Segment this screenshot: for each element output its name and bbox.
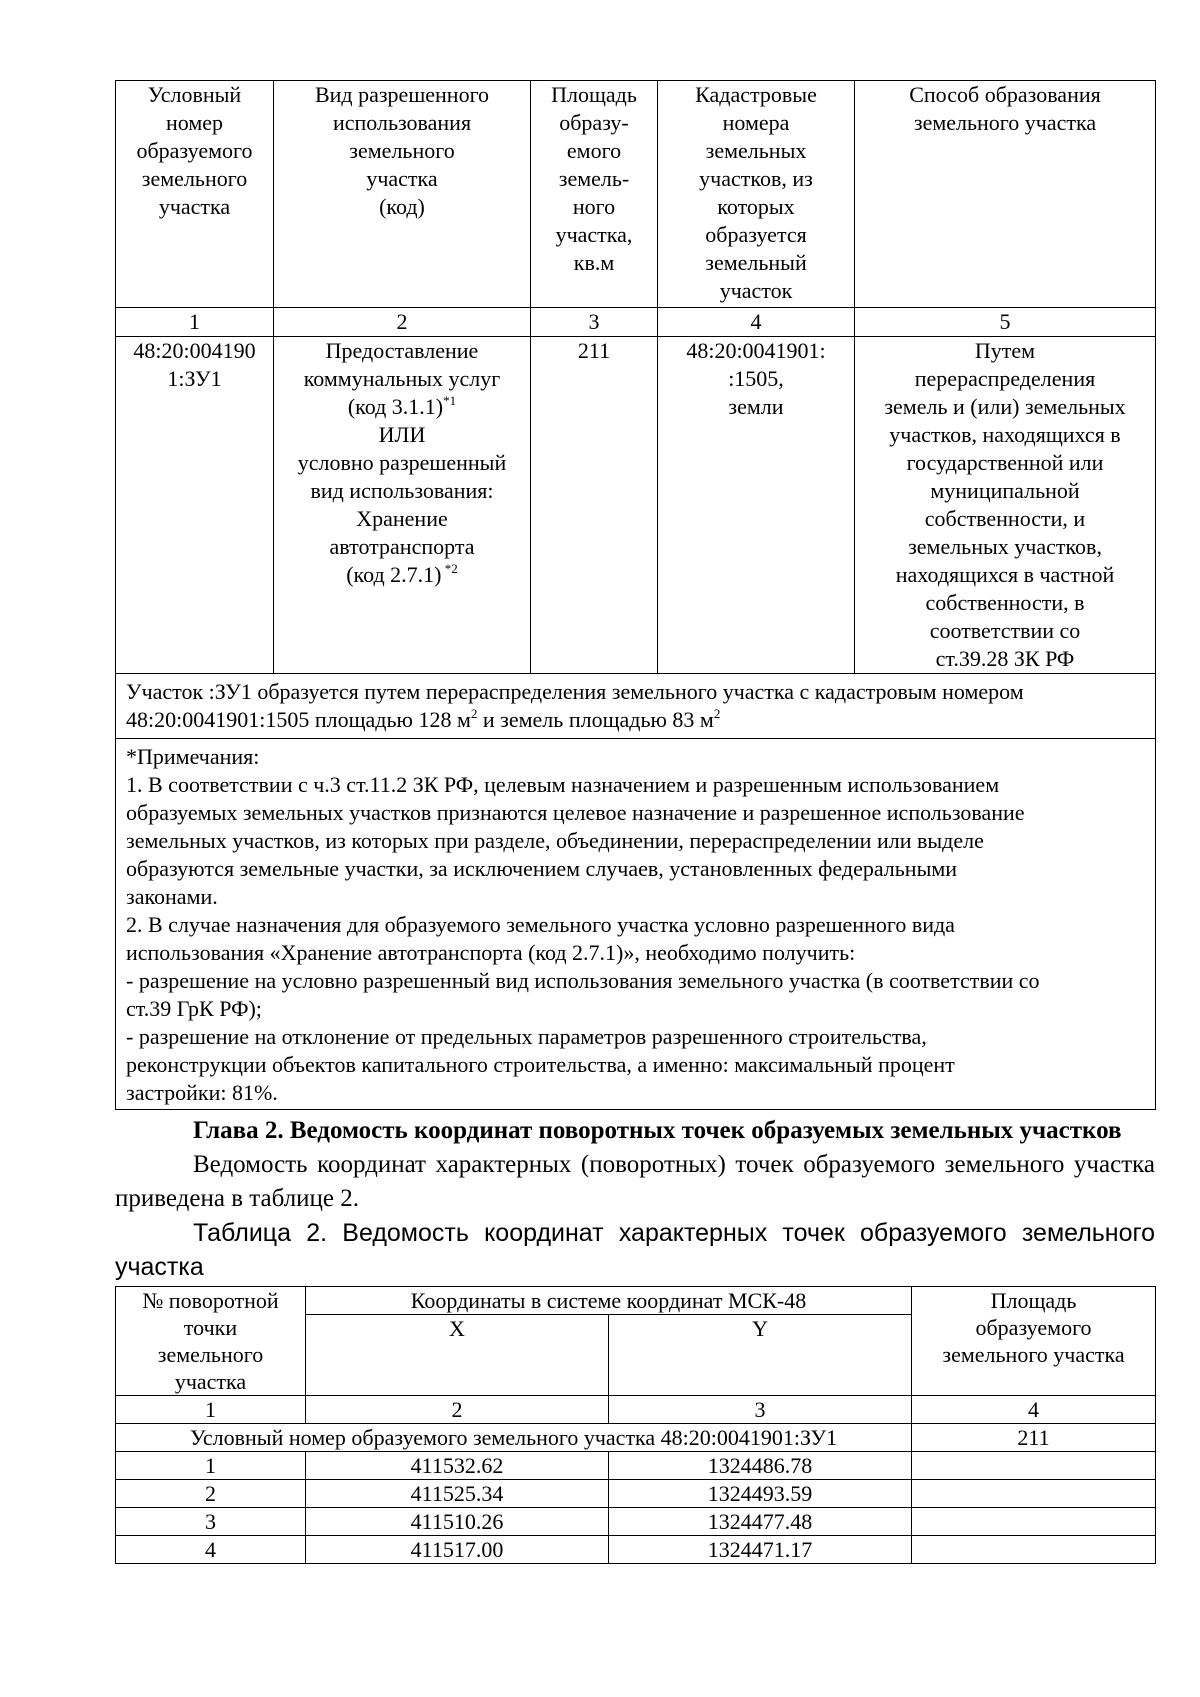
chapter-heading: Глава 2. Ведомость координат поворотных точек образуемых земельных участков: [193, 1117, 1122, 1144]
parcel-data-row: [116, 337, 1156, 674]
column-number: 2: [274, 308, 531, 337]
table-row: [116, 1452, 1156, 1480]
parcel-cadastral-numbers: 48:20:0041901: :1505, земли: [658, 337, 855, 674]
point-number: 1: [116, 1452, 306, 1480]
point-area-empty: [912, 1480, 1156, 1508]
header-coordinate-system: Координаты в системе координат МСК-48: [306, 1287, 912, 1315]
header-permitted-use: Вид разрешенного использования земельного участка (код): [274, 81, 531, 308]
parcel-table-column-numbers: [116, 308, 1156, 337]
document-page: [115, 80, 1155, 1564]
point-x: 411525.34: [306, 1480, 609, 1508]
column-number: 3: [609, 1396, 912, 1424]
header-point-number: № поворотной точки земельного участка: [116, 1287, 306, 1396]
column-number: 1: [116, 1396, 306, 1424]
footnote-ref-2: *2: [441, 561, 458, 576]
column-number: 3: [531, 308, 658, 337]
point-x: 411510.26: [306, 1508, 609, 1536]
header-area: Площадь образу- емого земель- ного участка, кв.м: [531, 81, 658, 308]
parcel-permitted-use: Предоставление коммунальных услуг (код 3.1.1)$^{*1}$ ИЛИ условно разрешенный вид использования: Хранение автотранспорта (код 2.7.1) $^{*2}$: [274, 337, 531, 674]
parcel-label: Условный номер образуемого земельного участка 48:20:0041901:ЗУ1: [116, 1424, 912, 1452]
point-area-empty: [912, 1536, 1156, 1564]
parcel-area: 211: [531, 337, 658, 674]
coordinates-column-numbers: [116, 1396, 1156, 1424]
table2-caption: Таблица 2. Ведомость координат характерных точек образуемого земельного участка: [115, 1219, 1155, 1281]
point-area-empty: [912, 1452, 1156, 1480]
point-x: 411517.00: [306, 1536, 609, 1564]
column-number: 4: [912, 1396, 1156, 1424]
parcel-formation-method: Путем перераспределения земель и (или) земельных участков, находящихся в государственной или муниципальной собственности, и земельных участков, находящихся в частной собственности, в соответствии со ст.39.28 ЗК РФ: [855, 337, 1156, 674]
column-number: 5: [855, 308, 1156, 337]
column-number: 4: [658, 308, 855, 337]
header-cadastral-numbers: Кадастровые номера земельных участков, из которых образуется земельный участок: [658, 81, 855, 308]
chapter-paragraph: Ведомость координат характерных (поворотных) точек образуемого земельного участка приведена в таблице 2.: [115, 1151, 1155, 1212]
footnote-ref-1: *1: [443, 393, 457, 408]
point-number: 4: [116, 1536, 306, 1564]
point-area-empty: [912, 1508, 1156, 1536]
parcel-area-value: 211: [912, 1424, 1156, 1452]
point-y: 1324493.59: [609, 1480, 912, 1508]
header-conditional-number: Условный номер образуемого земельного участка: [116, 81, 274, 308]
column-number: 2: [306, 1396, 609, 1424]
remarks: *Примечания: 1. В соответствии с ч.3 ст.11.2 ЗК РФ, целевым назначением и разрешенным использованием образуемых земельных участков признаются целевое назначение и разрешенное использование земельных участков, из которых при разделе, объединении, перераспределении или выделе образуются земельные участки, за исключением случаев, установленных федеральными законами. 2. В случае назначения для образуемого земельного участка условно разрешенного вида использования «Хранение автотранспорта (код 2.7.1)», необходимо получить: - разрешение на условно разрешенный вид использования земельного участка (в соответствии со ст.39 ГрК РФ); - разрешение на отклонение от предельных параметров разрешенного строительства, реконструкции объектов капитального строительства, а именно: максимальный процент застройки: 81%.: [116, 739, 1156, 1110]
point-x: 411532.62: [306, 1452, 609, 1480]
parcel-formation-note-row: [116, 674, 1156, 739]
parcel-label-row: [116, 1424, 1156, 1452]
header-formation-method: Способ образования земельного участка: [855, 81, 1156, 308]
table-row: [116, 1508, 1156, 1536]
point-y: 1324477.48: [609, 1508, 912, 1536]
parcel-formation-note: Участок :ЗУ1 образуется путем перераспределения земельного участка с кадастровым номером 48:20:0041901:1505 площадью 128 $м^2$ и земель площадью 83 $м^2$: [116, 674, 1156, 739]
parcel-info-table: [115, 80, 1156, 1110]
coordinates-table: [115, 1286, 1156, 1564]
header-y: Y: [609, 1315, 912, 1396]
point-number: 2: [116, 1480, 306, 1508]
parcel-table-header-row: [116, 81, 1156, 308]
remarks-row: [116, 739, 1156, 1110]
parcel-conditional-number: 48:20:004190 1:ЗУ1: [116, 337, 274, 674]
point-y: 1324471.17: [609, 1536, 912, 1564]
table-row: [116, 1480, 1156, 1508]
table-row: [116, 1536, 1156, 1564]
point-number: 3: [116, 1508, 306, 1536]
column-number: 1: [116, 308, 274, 337]
point-y: 1324486.78: [609, 1452, 912, 1480]
header-parcel-area: Площадь образуемого земельного участка: [912, 1287, 1156, 1396]
header-x: X: [306, 1315, 609, 1396]
